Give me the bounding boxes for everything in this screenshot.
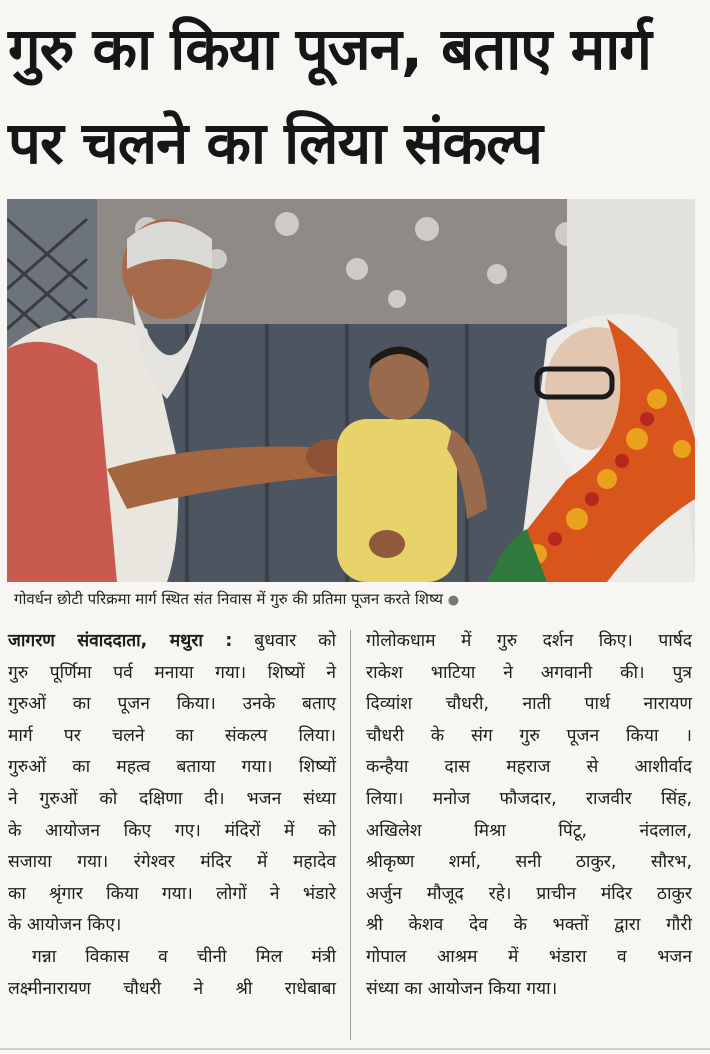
caption-marker: ● — [447, 593, 460, 608]
left-line-7: के आयोजन किए गए। मंदिरों में को — [8, 820, 336, 841]
right-line-3: दिव्यांश चौधरी, नाती पार्थ नारायण — [366, 694, 692, 715]
right-line-11: गोपाल आश्रम में भंडारा व भजन — [366, 946, 692, 967]
left-line-11: गन्ना विकास व चीनी मिल मंत्री — [32, 946, 336, 967]
right-line-4: चौधरी के संग गुरु पूजन किया । — [366, 725, 692, 746]
headline-line-2: पर चलने का लिया संकल्प — [8, 109, 542, 177]
left-line-9: का श्रृंगार किया गया। लोगों ने भंडारे — [8, 883, 336, 904]
right-line-5: कन्हैया दास महराज से आशीर्वाद — [366, 757, 692, 778]
left-line-1 — [8, 626, 336, 658]
headline-line-1: गुरु का किया पूजन, बताए मार्ग — [8, 15, 651, 83]
left-line-6: ने गुरुओं को दक्षिणा दी। भजन संध्या — [8, 788, 336, 809]
byline: जागरण संवाददाता, मथुरा : — [8, 631, 233, 651]
left-line-2: गुरु पूर्णिमा पर्व मनाया गया। शिष्यों ने — [8, 662, 336, 683]
left-line-12: लक्ष्मीनारायण चौधरी ने श्री राधेबाबा — [8, 978, 336, 999]
news-photo — [7, 199, 695, 582]
photo-caption — [14, 588, 704, 612]
article-left-column — [8, 626, 336, 1046]
left-line-8: सजाया गया। रंगेश्वर मंदिर में महादेव — [8, 852, 336, 873]
right-line-8: श्रीकृष्ण शर्मा, सनी ठाकुर, सौरभ, — [366, 852, 692, 873]
right-line-12: संध्या का आयोजन किया गया। — [366, 978, 558, 999]
article-right-column — [366, 626, 692, 1046]
left-line-5: गुरुओं का महत्व बताया गया। शिष्यों — [8, 757, 336, 778]
column-divider — [350, 630, 351, 1040]
right-line-9: अर्जुन मौजूद रहे। प्राचीन मंदिर ठाकुर — [366, 883, 692, 904]
right-line-7: अखिलेश मिश्रा पिंटू, नंदलाल, — [366, 820, 692, 841]
page-bottom-rule — [0, 1048, 710, 1050]
left-line-3: गुरुओं का पूजन किया। उनके बताए — [8, 694, 336, 715]
left-line-4: मार्ग पर चलने का संकल्प लिया। — [8, 725, 336, 746]
right-line-1: गोलोकधाम में गुरु दर्शन किए। पार्षद — [366, 631, 692, 651]
caption-text: गोवर्धन छोटी परिक्रमा मार्ग स्थित संत निवास में गुरु की प्रतिमा पूजन करते शिष्य — [14, 590, 443, 608]
right-line-6: लिया। मनोज फौजदार, राजवीर सिंह, — [366, 788, 692, 809]
right-line-10: श्री केशव देव के भक्तों द्वारा गौरी — [366, 915, 692, 936]
byline-continuation: बुधवार को — [254, 631, 336, 651]
headline — [8, 2, 702, 190]
right-line-2: राकेश भाटिया ने अगवानी की। पुत्र — [366, 662, 692, 683]
left-line-10: के आयोजन किए। — [8, 915, 122, 936]
